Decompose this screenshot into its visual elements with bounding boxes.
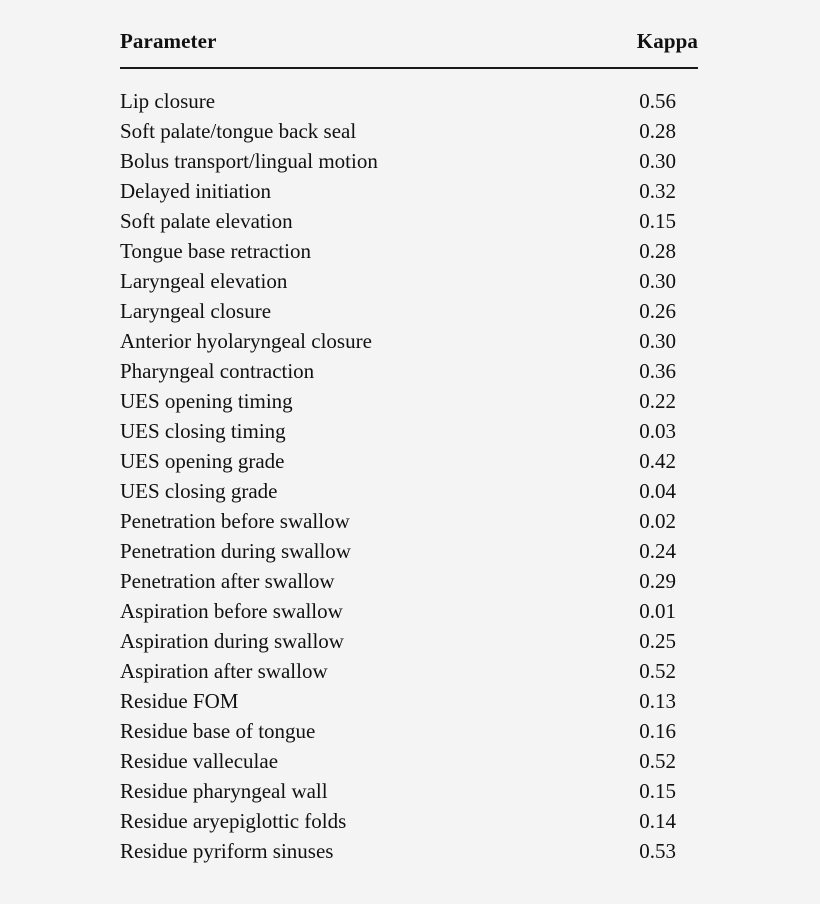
table-row (120, 776, 698, 806)
cell-kappa: 0.42 (639, 449, 676, 473)
cell-parameter: Residue pyriform sinuses (120, 839, 334, 863)
cell-kappa: 0.36 (639, 359, 676, 383)
table-row (120, 266, 698, 296)
cell-parameter: UES opening grade (120, 449, 285, 473)
cell-kappa: 0.25 (639, 629, 676, 653)
cell-parameter: Penetration before swallow (120, 509, 350, 533)
cell-parameter: UES closing timing (120, 419, 286, 443)
table-row (120, 506, 698, 536)
cell-parameter: Residue aryepiglottic folds (120, 809, 347, 833)
cell-parameter: Pharyngeal contraction (120, 359, 315, 383)
cell-kappa: 0.30 (639, 329, 676, 353)
table-header-row (120, 28, 698, 68)
table-body (120, 68, 698, 866)
cell-kappa: 0.02 (639, 509, 676, 533)
cell-parameter: Aspiration during swallow (120, 629, 344, 653)
cell-parameter: Bolus transport/lingual motion (120, 149, 378, 173)
cell-parameter: UES closing grade (120, 479, 278, 503)
kappa-table-container (120, 28, 698, 866)
cell-parameter: Residue pharyngeal wall (120, 779, 328, 803)
cell-kappa: 0.52 (639, 749, 676, 773)
cell-parameter: Penetration after swallow (120, 569, 335, 593)
table-row (120, 446, 698, 476)
cell-kappa: 0.26 (639, 299, 676, 323)
table-row (120, 566, 698, 596)
cell-kappa: 0.14 (639, 809, 676, 833)
cell-parameter: Residue FOM (120, 689, 239, 713)
cell-kappa: 0.56 (639, 89, 676, 113)
table-row (120, 536, 698, 566)
table-header (120, 28, 698, 68)
cell-kappa: 0.24 (639, 539, 676, 563)
cell-kappa: 0.52 (639, 659, 676, 683)
column-header-kappa: Kappa (634, 28, 698, 68)
cell-kappa: 0.03 (639, 419, 676, 443)
table-row (120, 176, 698, 206)
cell-parameter: Aspiration before swallow (120, 599, 343, 623)
cell-parameter: Laryngeal elevation (120, 269, 288, 293)
table-row (120, 476, 698, 506)
cell-parameter: Lip closure (120, 89, 216, 113)
cell-kappa: 0.53 (639, 839, 676, 863)
cell-kappa: 0.30 (639, 149, 676, 173)
table-row (120, 146, 698, 176)
cell-parameter: Aspiration after swallow (120, 659, 328, 683)
table-row (120, 596, 698, 626)
cell-parameter: Anterior hyolaryngeal closure (120, 329, 372, 353)
cell-parameter: Residue base of tongue (120, 719, 316, 743)
cell-kappa: 0.28 (639, 239, 676, 263)
table-row (120, 626, 698, 656)
cell-kappa: 0.01 (639, 599, 676, 623)
cell-parameter: Soft palate/tongue back seal (120, 119, 357, 143)
cell-kappa: 0.16 (639, 719, 676, 743)
table-row (120, 836, 698, 866)
table-row (120, 806, 698, 836)
cell-parameter: Residue valleculae (120, 749, 279, 773)
cell-kappa: 0.28 (639, 119, 676, 143)
cell-kappa: 0.22 (639, 389, 676, 413)
cell-parameter: Delayed initiation (120, 179, 272, 203)
cell-kappa: 0.32 (639, 179, 676, 203)
cell-kappa: 0.15 (639, 779, 676, 803)
table-row (120, 356, 698, 386)
table-row (120, 686, 698, 716)
cell-parameter: Laryngeal closure (120, 299, 272, 323)
cell-kappa: 0.29 (639, 569, 676, 593)
cell-parameter: UES opening timing (120, 389, 293, 413)
table-row (120, 386, 698, 416)
table-row (120, 746, 698, 776)
reliability-kappa-table (120, 28, 698, 866)
table-row (120, 206, 698, 236)
column-header-parameter: Parameter (120, 28, 634, 68)
table-row (120, 296, 698, 326)
cell-parameter: Tongue base retraction (120, 239, 311, 263)
table-row (120, 116, 698, 146)
table-row (120, 326, 698, 356)
table-row (120, 68, 698, 116)
cell-kappa: 0.15 (639, 209, 676, 233)
cell-parameter: Penetration during swallow (120, 539, 351, 563)
cell-kappa: 0.13 (639, 689, 676, 713)
table-row (120, 656, 698, 686)
cell-kappa: 0.04 (639, 479, 676, 503)
table-row (120, 716, 698, 746)
cell-parameter: Soft palate elevation (120, 209, 293, 233)
table-row (120, 236, 698, 266)
table-row (120, 416, 698, 446)
cell-kappa: 0.30 (639, 269, 676, 293)
